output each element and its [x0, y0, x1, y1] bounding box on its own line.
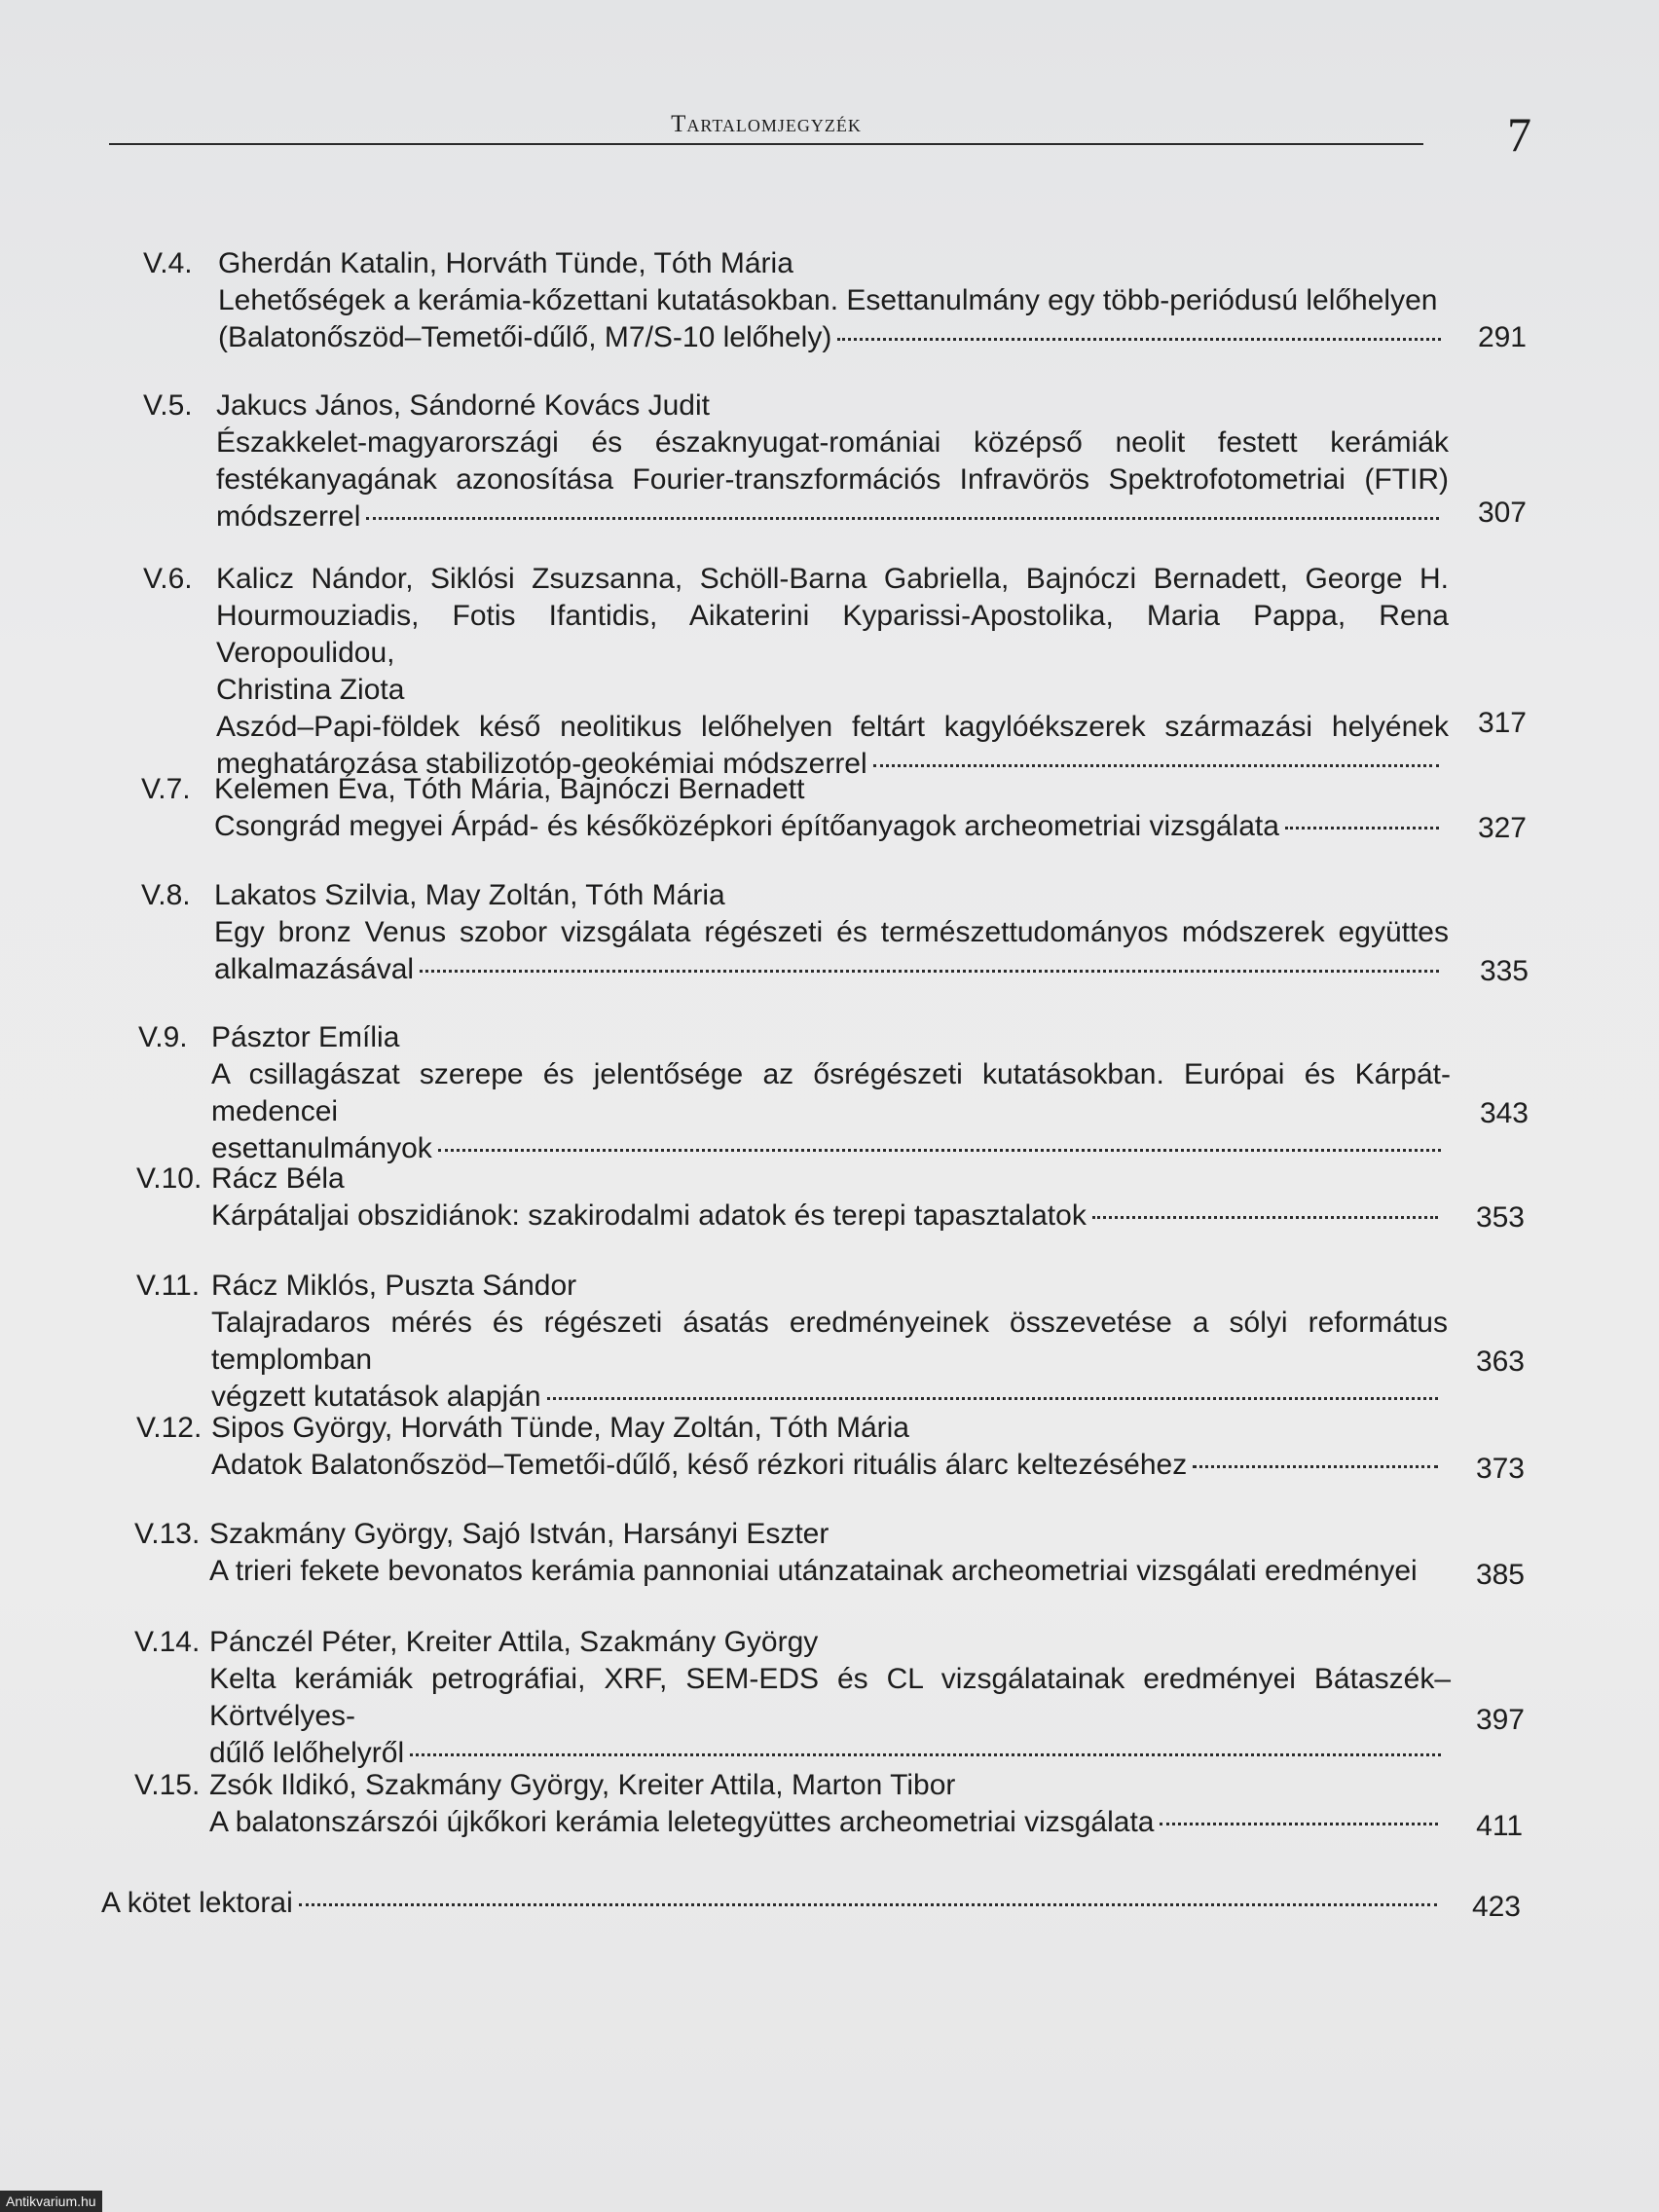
dot-leader	[410, 1753, 1441, 1756]
entry-authors: Szakmány György, Sajó István, Harsányi Eszter	[209, 1518, 830, 1550]
header-title: Tartalomjegyzék	[671, 111, 862, 137]
entry-page: 363	[1475, 1346, 1525, 1378]
entry-authors: Rácz Béla	[211, 1162, 345, 1195]
entry-page: 291	[1477, 321, 1527, 353]
entry-title-last-line: A trieri fekete bevonatos kerámia pannoniai utánzatainak archeometriai vizsgálati eredményei	[209, 1555, 1418, 1587]
entry-title-line: Kelta kerámiák petrográfiai, XRF, SEM-EDS és CL vizsgálatainak eredményei Bátaszék–Körtvélyes-	[209, 1663, 1451, 1732]
dot-leader	[420, 970, 1439, 973]
entry-leader-line	[101, 1885, 1447, 1922]
dot-leader	[837, 338, 1441, 341]
entry-page: 423	[1471, 1891, 1521, 1923]
entry-title-last-line: meghatározása stabilizotóp-geokémiai módszerrel	[216, 748, 867, 780]
entry-title-last-line: A balatonszárszói újkőkori kerámia leletegyüttes archeometriai vizsgálata	[209, 1806, 1155, 1838]
watermark: Antikvarium.hu	[0, 2191, 102, 2212]
dot-leader	[438, 1149, 1441, 1152]
entry-title-last-line: esettanulmányok	[211, 1132, 432, 1164]
entry-page: 335	[1479, 955, 1529, 987]
entry-title-line: Talajradaros mérés és régészeti ásatás eredményeinek összevetése a sólyi református templomban	[211, 1307, 1448, 1376]
entry-number: V.4.	[143, 247, 193, 279]
entry-authors: Jakucs János, Sándorné Kovács Judit	[216, 389, 710, 422]
entry-authors-line: Christina Ziota	[216, 674, 405, 706]
entry-leader-line	[211, 1198, 1448, 1235]
entry-authors: Kelemen Éva, Tóth Mária, Bajnóczi Bernadett	[214, 773, 805, 805]
dot-leader	[1285, 827, 1439, 830]
entry-page: 397	[1475, 1704, 1525, 1736]
entry-leader-line	[214, 808, 1449, 845]
entry-authors: Gherdán Katalin, Horváth Tünde, Tóth Mária	[218, 247, 793, 279]
entry-title-last-line: Kárpátaljai obszidiánok: szakirodalmi adatok és terepi tapasztalatok	[211, 1199, 1087, 1232]
running-header	[109, 107, 1423, 154]
entry-number: V.15.	[134, 1769, 201, 1801]
entry-page: 353	[1475, 1201, 1525, 1234]
entry-number: V.5.	[143, 389, 193, 422]
dot-leader	[1160, 1823, 1438, 1825]
dot-leader	[1193, 1465, 1438, 1468]
entry-title-line: festékanyagának azonosítása Fourier-transzformációs Infravörös Spektrofotometriai (FTIR)	[216, 463, 1449, 496]
entry-title-last-line: alkalmazásával	[214, 953, 415, 985]
entry-authors: Lakatos Szilvia, May Zoltán, Tóth Mária	[214, 879, 725, 911]
entry-number: V.8.	[141, 879, 191, 911]
entry-page: 317	[1477, 707, 1527, 739]
dot-leader	[1092, 1216, 1438, 1219]
entry-title-line: Egy bronz Venus szobor vizsgálata régészeti és természettudományos módszerek együttes	[214, 916, 1449, 948]
dot-leader	[873, 764, 1439, 767]
entry-authors: Pánczél Péter, Kreiter Attila, Szakmány György	[209, 1626, 819, 1658]
page-number: 7	[1507, 107, 1531, 162]
entry-number: V.7.	[141, 773, 191, 805]
reviewers-label: A kötet lektorai	[101, 1887, 293, 1919]
entry-page: 411	[1476, 1810, 1523, 1842]
entry-page: 385	[1475, 1559, 1525, 1591]
entry-title-last-line: Adatok Balatonőszöd–Temetői-dűlő, késő rézkori rituális álarc keltezéséhez	[211, 1449, 1188, 1481]
dot-leader	[299, 1903, 1437, 1906]
entry-title-line: Északkelet-magyarországi és északnyugat-romániai középső neolit festett kerámiák	[216, 426, 1449, 459]
entry-number: V.9.	[138, 1021, 188, 1053]
entry-page: 327	[1477, 812, 1527, 844]
entry-leader-line	[211, 1447, 1448, 1484]
entry-title-last-line: Csongrád megyei Árpád- és későközépkori építőanyagok archeometriai vizsgálata	[214, 810, 1279, 842]
entry-authors: Sipos György, Horváth Tünde, May Zoltán, Tóth Mária	[211, 1412, 909, 1444]
entry-title-last-line: végzett kutatások alapján	[211, 1381, 541, 1413]
dot-leader	[366, 517, 1439, 520]
header-rule	[109, 143, 1423, 145]
entry-number: V.10.	[136, 1162, 203, 1195]
entry-number: V.6.	[143, 563, 193, 595]
entry-title-last-line: (Balatonőszöd–Temetői-dűlő, M7/S-10 lelőhely)	[218, 321, 832, 353]
entry-authors: Zsók Ildikó, Szakmány György, Kreiter Attila, Marton Tibor	[209, 1769, 956, 1801]
dot-leader	[547, 1397, 1438, 1400]
entry-authors-line: Kalicz Nándor, Siklósi Zsuzsanna, Schöll-Barna Gabriella, Bajnóczi Bernadett, George H.	[216, 563, 1449, 595]
entry-leader-line	[216, 498, 1449, 535]
entry-page: 373	[1475, 1453, 1525, 1485]
entry-authors: Rácz Miklós, Puszta Sándor	[211, 1270, 577, 1302]
entry-page: 343	[1479, 1097, 1529, 1129]
entry-title-line: A csillagászat szerepe és jelentősége az ősrégészeti kutatásokban. Európai és Kárpát-medencei	[211, 1058, 1451, 1127]
entry-leader-line	[218, 319, 1451, 356]
entry-title-last-line: dűlő lelőhelyről	[209, 1737, 405, 1769]
entry-page: 307	[1477, 497, 1527, 529]
entry-authors: Pásztor Emília	[211, 1021, 400, 1053]
entry-title-line: Lehetőségek a kerámia-kőzettani kutatásokban. Esettanulmány egy több-periódusú lelőhelyen	[218, 284, 1438, 316]
entry-title-line: Aszód–Papi-földek késő neolitikus lelőhelyen feltárt kagylóékszerek származási helyének	[216, 711, 1449, 743]
entry-number: V.13.	[134, 1518, 201, 1550]
entry-leader-line	[209, 1804, 1448, 1841]
entry-title-last-line: módszerrel	[216, 500, 361, 533]
entry-leader-line	[214, 951, 1449, 988]
entry-number: V.14.	[134, 1626, 201, 1658]
entry-number: V.12.	[136, 1412, 203, 1444]
entry-authors-line: Hourmouziadis, Fotis Ifantidis, Aikaterini Kyparissi-Apostolika, Maria Pappa, Rena Veropoulidou,	[216, 600, 1449, 669]
entry-number: V.11.	[136, 1270, 201, 1302]
